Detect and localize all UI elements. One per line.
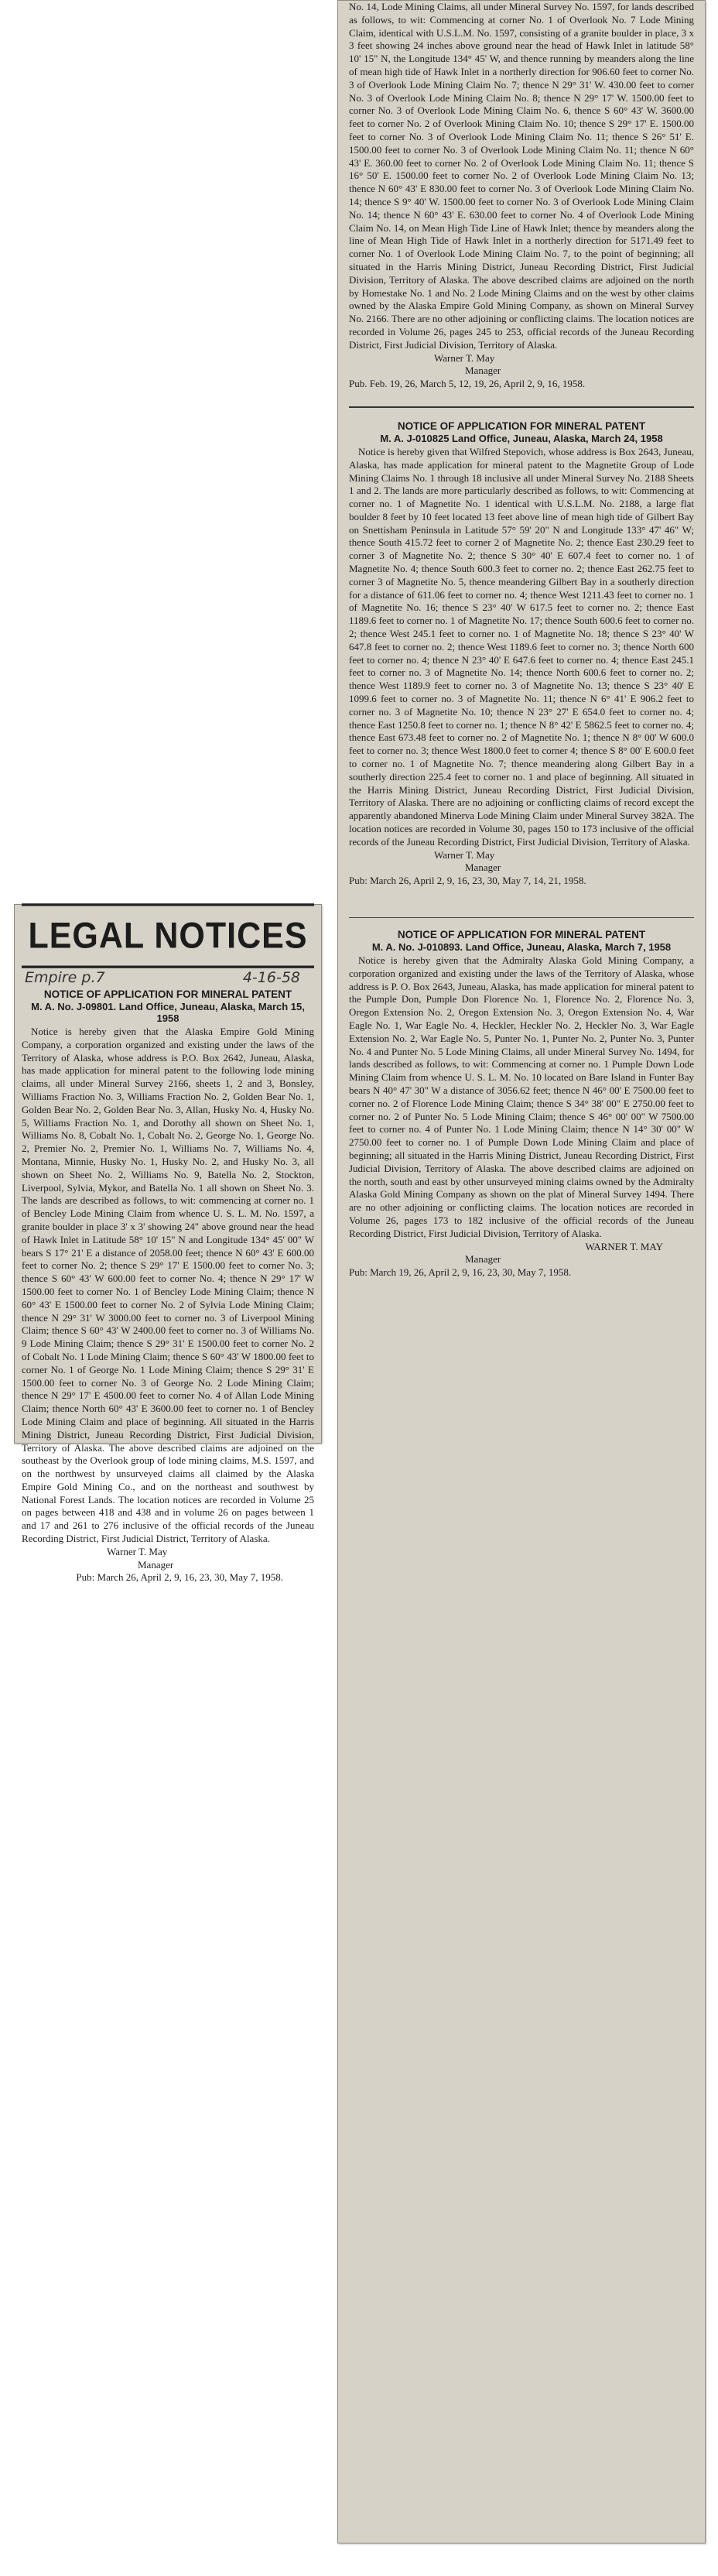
notice-signature: WARNER T. MAY xyxy=(585,1240,663,1252)
notice-signature: Warner T. May xyxy=(434,848,495,861)
notice-title: NOTICE OF APPLICATION FOR MINERAL PATENT xyxy=(397,929,646,940)
notice-publication-dates: Pub: March 19, 26, April 2, 9, 16, 23, 30, May 7, 1958. xyxy=(349,1266,572,1279)
notice-subtitle: M. A. J-010825 Land Office, Juneau, Alaska, March 24, 1958 xyxy=(380,432,663,444)
continued-notice-publication-dates: Pub. Feb. 19, 26, March 5, 12, 19, 26, April 2, 9, 16, 1958. xyxy=(349,378,586,390)
notice-title: NOTICE OF APPLICATION FOR MINERAL PATENT xyxy=(43,988,292,1000)
continued-notice-signature: Warner T. May xyxy=(434,351,495,364)
notice-manager: Manager xyxy=(465,862,501,874)
notice-title: NOTICE OF APPLICATION FOR MINERAL PATENT xyxy=(397,420,646,432)
notice-subtitle: M. A. No. J-09801. Land Office, Juneau, Alaska, March 15, 1958 xyxy=(31,1001,305,1024)
notice-body: Notice is hereby given that Wilfred Stepovich, whose address is Box 2643, Juneau, Alaska, has made application for mineral patent to the Magnetite Group of Lode Mining Claims No. 1 through 18 inclusive all under Mineral Survey No. 2188 Sheets 1 and 2. The lands are more particularly described as follows, to wit: Commencing at corner no. 1 of Magnetite No. 1 identical with U.S.L.M. No. 2188, a large flat boulder 8 feet by 10 feet located 13 feet above line of mean high tide of Gilbert Bay on Snettisham Peninsula in Latitude 57° 59' 20" N and Longitude 133° 47' 46" W; thence South 415.72 feet to corner 2 of Magnetite No. 2; thence East 230.29 feet to corner 3 of Magnetite No. 2; thence S 30° 40' E 607.4 feet to corner no. 1 of Magnetite No. 4; thence South 600.3 feet to corner no. 2; thence East 262.75 feet to corner 3 of Magnetite No. 5, thence meandering Gilbert Bay in a southerly direction for a distance of 611.06 feet to corner no. 4; thence West 1211.43 feet to corner no. 1 of Magnetite No. 16; thence S 23° 40' W 617.5 feet to corner no. 2; thence East 1189.6 feet to corner no. 1 of Magnetite No. 17; thence South 600.6 feet to corner no. 2; thence West 245.1 feet to corner no. 1 of Magnetite No. 18; thence S 23° 40' W 647.8 feet to corner no. 2; thence West 1189.6 feet to corner no. 3; thence North 600 feet to corner no. 4; thence N 23° 40' E 647.6 feet to corner no. 4; thence East 245.1 feet to corner no. 3 of Magnetite No. 14; thence North 600.6 feet to corner no. 2; thence West 1189.9 feet to corner no. 3 of Magnetite No. 13; thence S 23° 40' E 1099.6 feet to corner no. 3 of Magnetite No. 11; thence N 6° 41' E 906.2 feet to corner no. 3 of Magnetite No. 10; thence N 23° 27' E 654.0 feet to corner no. 4; thence East 1250.8 feet to corner no. 1; thence N 8° 42' E 5862.5 feet to corner no. 4; thence East 673.48 feet to corner no. 2 of Magnetite No. 1; thence N 8° 00' W 600.0 feet to corner no. 3; thence West 1800.0 feet to corner 4; thence S 8° 00' E 600.0 feet to corner no. 1 of Magnetite No. 7; thence meandering along Gilbert Bay in a southerly direction 225.4 feet to corner no. 1 and place of beginning. All situated in the Harris Mining District, Juneau Recording District, First Judicial Division, Territory of Alaska. There are no adjoining or conflicting claims of record except the apparently abandoned Minerva Lode Mining Claim under Mineral Survey 382A. The location notices are recorded in Volume 30, pages 150 to 173 inclusive of the official records of the Juneau Recording District, First Judicial Division, Territory of Alaska. xyxy=(349,445,694,848)
legal-notices-header: LEGAL NOTICES xyxy=(22,903,314,968)
notice-subtitle: M. A. No. J-010893. Land Office, Juneau, Alaska, March 7, 1958 xyxy=(371,941,672,953)
notice-divider xyxy=(349,406,694,408)
handwritten-date: 4-16-58 xyxy=(242,969,300,986)
notice-body: Notice is hereby given that the Admiralty Alaska Gold Mining Company, a corporation organized and existing under the laws of the Territory of Alaska, whose address is P. O. Box 2643, Juneau, Alaska, has made application for mineral patent to the Pumple Don, Pumple Don Florence No. 1, Florence No. 2, Florence No. 3, Oregon Extension No. 2, Oregon Extension No. 3, Oregon Extension No. 4, War Eagle No. 1, War Eagle No. 4, Heckler, Heckler No. 2, Heckler No. 3, War Eagle Extension No. 2, War Eagle No. 5, Punter No. 1, Punter No. 2, Punter No. 3, Punter No. 4 and Punter No. 5 Lode Mining Claims, all under Mineral Survey No. 1494, for lands described as follows, to wit: Commencing at corner no. 1 Pumple Down Lode Mining Claim from whence U. S. L. M. No. 10 located on Bare Island in Funter Bay bears N 40° 47' 30" W a distance of 3056.62 feet; thence N 46° 00' E 7500.00 feet to corner no. 2 of Florence Lode Mining Claim; thence S 34° 38' 00" E 2750.00 feet to corner no. 2 of Punter No. 5 Lode Mining Claim; thence S 46° 00' 00" W 7500.00 feet to corner no. 4 of Punter No. 1 Lode Mining Claim; thence N 14° 30' 00" W 2750.00 feet to corner no. 1 of Pumple Down Lode Mining Claim and place of beginning; all situated in the Harris Mining District, Juneau Recording District, First Judicial Division, Territory of Alaska. The above described claims are adjoined on the north, south and east by other unsurveyed mining claims owned by the Admiralty Alaska Gold Mining Company as shown on the plat of Mineral Survey 1494. There are no other adjoining or conflicting claims. The location notices are recorded in Volume 26, pages 173 to 182 inclusive of the official records of the Juneau Recording District, First Judicial Division, Territory of Alaska. xyxy=(349,954,694,1239)
notice-publication-dates: Pub: March 26, April 2, 9, 16, 23, 30, May 7, 1958. xyxy=(76,1571,283,1584)
notice-publication-dates: Pub: March 26, April 2, 9, 16, 23, 30, May 7, 14, 21, 1958. xyxy=(349,875,586,887)
right-clipping xyxy=(337,0,706,2543)
continued-notice-manager: Manager xyxy=(465,365,501,377)
left-clipping xyxy=(14,904,322,1584)
notice-signature: Warner T. May xyxy=(107,1545,168,1557)
notice-manager: Manager xyxy=(138,1558,174,1571)
notice-body: Notice is hereby given that the Alaska Empire Gold Mining Company, a corporation organized and existing under the laws of the Territory of Alaska, whose address is P.O. Box 2642, Juneau, Alaska, has made application for mineral patent to the following lode mining claims, all under Mineral Survey 2166, sheets 1, 2 and 3, Bonsley, Williams Fraction No. 3, Williams Fraction No. 2, Golden Bear No. 1, Golden Bear No. 2, Golden Bear No. 3, Allan, Husky No. 4, Husky No. 5, Williams Fraction No. 1, and Dorothy all shown on Sheet No. 1, Williams No. 8, Cobalt No. 1, Cobalt No. 2, George No. 1, George No. 2, Premier No. 2, Premier No. 1, Williams No. 7, Williams No. 4, Montana, Minnie, Husky No. 1, Husky No. 2, and Husky No. 3, all shown on Sheet No. 2, Williams No. 9, Batella No. 2, Stockton, Liverpool, Sylvia, Mykor, and Batella No. 1 all shown on Sheet No. 3. The lands are described as follows, to wit: commencing at corner no. 1 of Bencley Lode Mining Claim from whence U. S. L. M. No. 1597, a granite boulder in place 3' x 3' showing 24" above ground near the head of Hawk Inlet in Latitude 58° 10' 15" N and Longitude 134° 45' 00" W bears S 17° 21' E a distance of 2058.00 feet; thence N 60° 43' E 600.00 feet to corner No. 2; thence S 29° 17' E 1500.00 feet to corner No. 3; thence S 60° 43' W 600.00 feet to corner No. 4; thence N 29° 17' W 1500.00 feet to corner No. 1 of Bencley Lode Mining Claim; thence N 60° 43' E 1500.00 feet to corner No. 2 of Sylvia Lode Mining Claim; thence N 29° 31' W 3000.00 feet to corner no. 3 of Liverpool Mining Claim; thence S 60° 43' W 2400.00 feet to corner no. 3 of Williams No. 9 Lode Mining Claim; thence S 29° 31' E 1500.00 feet to corner No. 2 of Cobalt No. 1 Lode Mining Claim; thence S 60° 43' W 1800.00 feet to corner No. 1 of George No. 1 Lode Mining Claim; thence S 29° 31' E 1500.00 feet to corner No. 3 of George No. 2 Lode Mining Claim; thence N 29° 17' E 4500.00 feet to corner No. 4 of Allan Lode Mining Claim; thence North 60° 43' E 3600.00 feet to corner no. 1 of Bencley Lode Mining Claim and place of beginning. All situated in the Harris Mining District, Juneau Recording District, First Judicial Division, Territory of Alaska. The above described claims are adjoined on the southeast by the Overlook group of lode mining claims, M.S. 1597, and on the northwest by unsurveyed claims all claimed by the Alaska Empire Gold Mining Co., and on the northeast and southwest by National Forest Lands. The location notices are recorded in Volume 25 on pages between 418 and 438 and in volume 26 on pages between 1 and 17 and 261 to 276 inclusive of the official records of the Juneau Recording District, First Judicial District, Territory of Alaska. xyxy=(22,1026,314,1545)
column-gap xyxy=(349,888,694,909)
notice-manager: Manager xyxy=(465,1253,501,1266)
notice-divider xyxy=(349,917,694,918)
continued-notice-body: No. 14, Lode Mining Claims, all under Mineral Survey No. 1597, for lands described as follows, to wit: Commencing at corner No. 1 of Overlook No. 7 Lode Mining Claim, identical with U.S.L.M. No. 1597, consisting of a granite boulder in place, 3 x 3 feet showing 24 inches above ground near the head of Hawk Inlet in latitude 58° 10' 15" N, the Longitude 134° 45' W, and thence running by meanders along the line of mean high tide of Hawk Inlet in a northerly direction for 906.60 feet to corner No. 3 of Overlook Lode Mining Claim No. 7; thence N 29° 31' W. 430.00 feet to corner No. 3 of Overlook Lode Mining Claim No. 8; thence N 29° 17' W. 1500.00 feet to corner No. 3 of Overlook Lode Mining Claim No. 6, thence S 60° 43' W. 3600.00 feet to corner No. 2 of Overlook Mining Claim No. 10; thence S 29° 17' E. 1500.00 feet to corner No. 3 of Overlook Lode Mining Claim No. 11; thence S 26° 51' E. 1500.00 feet to corner No. 3 of Overlook Lode Mining Claim No. 11; thence N 60° 43' E. 360.00 feet to corner No. 2 of Overlook Lode Mining Claim No. 11; thence S 16° 50' E. 1500.00 feet to corner No. 2 of Overlook Lode Mining Claim No. 13; thence N 60° 43' E 830.00 feet to corner No. 3 of Overlook Lode Mining Claim No. 14; thence S 9° 40' W. 1500.00 feet to corner No. 3 of Overlook Lode Mining Claim No. 14; thence N 60° 43' E. 630.00 feet to corner No. 4 of Overlook Lode Mining Claim No. 14, on Mean High Tide Line of Hawk Inlet; thence by meanders along the line of Mean High Tide of Hawk Inlet in a northerly direction for 5171.49 feet to corner No. 1 of Overlook Lode Mining Claim No. 7, to the point of beginning; all situated in the Harris Mining District, Juneau Recording District, First Judicial Division, Territory of Alaska. The above described claims are adjoined on the north by Homestake No. 1 and No. 2 Lode Mining Claims and on the west by other claims owned by the Alaska Empire Gold Mining Company, as shown on Mineral Survey No. 2166. There are no other adjoining or conflicting claims. The location notices are recorded in Volume 26, pages 245 to 253, official records of the Juneau Recording District, First Judicial Division, Territory of Alaska. xyxy=(349,1,694,351)
handwritten-note xyxy=(22,968,314,987)
handwritten-source: Empire p.7 xyxy=(25,969,105,986)
